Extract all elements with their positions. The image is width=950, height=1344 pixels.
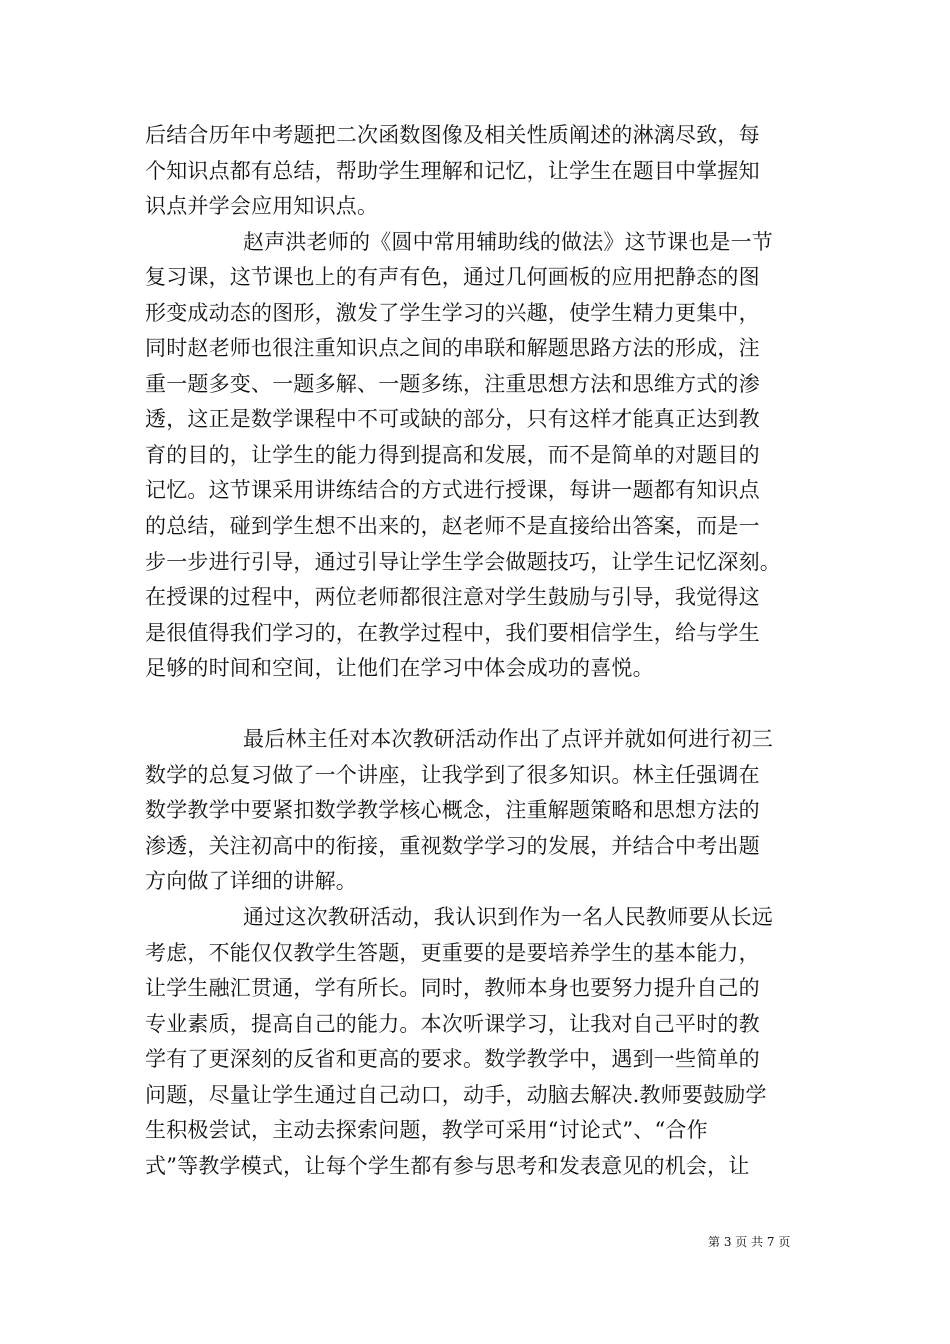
text-line: 个知识点都有总结，帮助学生理解和记忆，让学生在题目中掌握知 [145,158,760,183]
text-line: 让学生融汇贯通，学有所长。同时，教师本身也要努力提升自己的 [145,976,760,1001]
text-line: 数学教学中要紧扣数学教学核心概念，注重解题策略和思想方法的 [145,798,760,823]
paragraph-4 [145,900,815,1184]
paragraph-2 [145,225,815,723]
text-line: 学有了更深刻的反省和更高的要求。数学教学中，遇到一些简单的 [145,1047,760,1072]
text-line: 考虑，不能仅仅教学生答题，更重要的是要培养学生的基本能力， [145,940,760,965]
text-line: 生积极尝试，主动去探索问题，教学可采用“讨论式”、“合作 [145,1118,708,1143]
text-line: 在授课的过程中，两位老师都很注意对学生鼓励与引导，我觉得这 [145,585,760,610]
text-line: 形变成动态的图形，激发了学生学习的兴趣，使学生精力更集中， [145,300,760,325]
text-line: 渗透，关注初高中的衔接，重视数学学习的发展，并结合中考出题 [145,833,760,858]
text-line: 专业素质，提高自己的能力。本次听课学习，让我对自己平时的教 [145,1011,760,1036]
text-line: 育的目的，让学生的能力得到提高和发展，而不是简单的对题目的 [145,442,760,467]
text-line: 足够的时间和空间，让他们在学习中体会成功的喜悦。 [145,656,654,681]
page-number: 第 3 页 共 7 页 [708,1235,791,1249]
text-line: 步一步进行引导，通过引导让学生学会做题技巧，让学生记忆深刻。 [145,549,781,574]
text-line [145,687,815,723]
text-line: 透，这正是数学课程中不可或缺的部分，只有这样才能真正达到教 [145,407,760,432]
text-line: 式”等教学模式，让每个学生都有参与思考和发表意见的机会，让 [145,1153,750,1178]
text-line: 复习课，这节课也上的有声有色，通过几何画板的应用把静态的图 [145,265,760,290]
text-line: 是很值得我们学习的，在教学过程中，我们要相信学生，给与学生 [145,620,760,645]
text-line: 赵声洪老师的《圆中常用辅助线的做法》这节课也是一节 [243,229,773,254]
text-line: 识点并学会应用知识点。 [145,194,379,219]
text-line: 后结合历年中考题把二次函数图像及相关性质阐述的淋漓尽致，每 [145,123,760,147]
text-line: 重一题多变、一题多解、一题多练，注重思想方法和思维方式的渗 [145,371,760,396]
document-body [145,118,815,1184]
text-line: 数学的总复习做了一个讲座，让我学到了很多知识。林主任强调在 [145,762,760,787]
paragraph-3 [145,722,815,900]
paragraph-1 [145,118,815,225]
text-line: 的总结，碰到学生想不出来的，赵老师不是直接给出答案，而是一 [145,514,760,539]
text-line: 同时赵老师也很注重知识点之间的串联和解题思路方法的形成，注 [145,336,760,361]
text-line: 方向做了详细的讲解。 [145,869,357,894]
text-line: 记忆。这节课采用讲练结合的方式进行授课，每讲一题都有知识点 [145,478,760,503]
text-line: 问题，尽量让学生通过自己动口，动手，动脑去解决.教师要鼓励学 [145,1082,767,1107]
text-line: 通过这次教研活动，我认识到作为一名人民教师要从长远 [243,905,773,930]
text-line: 最后林主任对本次教研活动作出了点评并就如何进行初三 [243,727,773,752]
